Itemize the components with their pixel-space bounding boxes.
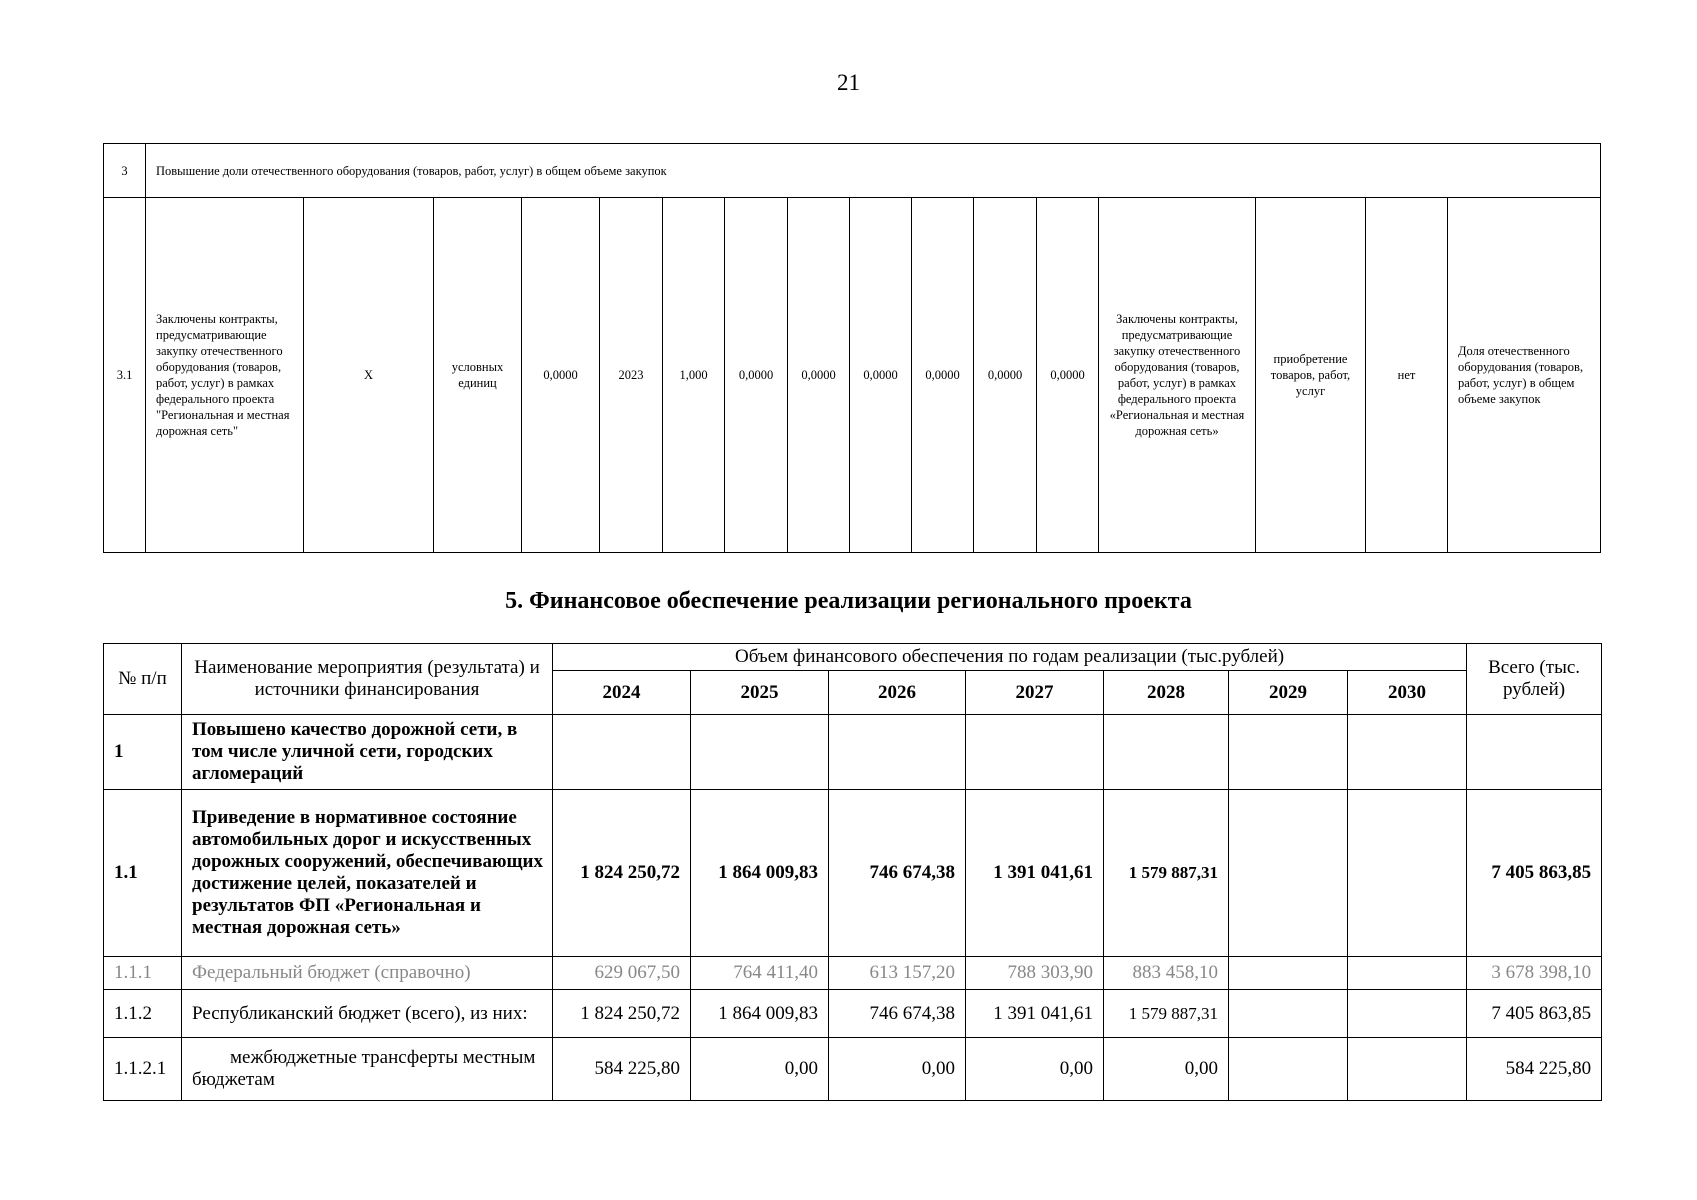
value-cell: 1 864 009,83 — [691, 990, 829, 1038]
row-number: 1 — [104, 715, 182, 790]
value-cell — [1104, 715, 1229, 790]
value-2024-cell: 1,000 — [663, 198, 725, 553]
indicator-cell: Доля отечественного оборудования (товаров, работ, услуг) в общем объеме закупок — [1448, 198, 1601, 553]
header-year: 2029 — [1229, 671, 1348, 715]
value-cell — [1348, 715, 1467, 790]
value-cell: 0,00 — [829, 1038, 966, 1101]
table-row — [104, 144, 1601, 198]
value-2025-cell: 0,0000 — [725, 198, 788, 553]
header-name: Наименование мероприятия (результата) и источники финансирования — [182, 644, 553, 715]
header-year: 2030 — [1348, 671, 1467, 715]
total-cell: 584 225,80 — [1467, 1038, 1602, 1101]
total-cell: 3 678 398,10 — [1467, 957, 1602, 990]
row-number: 1.1.2 — [104, 990, 182, 1038]
value-cell: 746 674,38 — [829, 790, 966, 957]
total-cell: 7 405 863,85 — [1467, 790, 1602, 957]
value-cell: 1 579 887,31 — [1104, 990, 1229, 1038]
value-cell: 613 157,20 — [829, 957, 966, 990]
header-year: 2028 — [1104, 671, 1229, 715]
header-year: 2024 — [553, 671, 691, 715]
value-cell — [966, 715, 1104, 790]
row-name: Приведение в нормативное состояние автомобильных дорог и искусственных дорожных сооружений, обеспечивающих достижение целей, показателей и результатов ФП «Региональная и местная дорожная сеть» — [182, 790, 553, 957]
header-total: Всего (тыс. рублей) — [1467, 644, 1602, 715]
value-2028-cell: 0,0000 — [912, 198, 974, 553]
base-value-cell: 0,0000 — [522, 198, 600, 553]
group-number: 3 — [104, 144, 146, 198]
type-cell: приобретение товаров, работ, услуг — [1256, 198, 1366, 553]
row-number: 3.1 — [104, 198, 146, 553]
group-title: Повышение доли отечественного оборудования (товаров, работ, услуг) в общем объеме закупок — [146, 144, 1601, 198]
total-cell: 7 405 863,85 — [1467, 990, 1602, 1038]
value-cell — [1229, 790, 1348, 957]
value-cell — [1348, 990, 1467, 1038]
header-volume: Объем финансового обеспечения по годам реализации (тыс.рублей) — [553, 644, 1467, 671]
value-cell: 1 864 009,83 — [691, 790, 829, 957]
base-year-cell: 2023 — [600, 198, 663, 553]
value-cell — [1229, 957, 1348, 990]
result-name: Заключены контракты, предусматривающие закупку отечественного оборудования (товаров, работ, услуг) в рамках федерального проекта "Региональная и местная дорожная сеть" — [146, 198, 304, 553]
table-row — [104, 715, 1602, 790]
mark-cell: X — [304, 198, 434, 553]
value-cell — [1229, 1038, 1348, 1101]
value-cell — [1348, 1038, 1467, 1101]
value-cell — [829, 715, 966, 790]
row-name: Повышено качество дорожной сети, в том числе уличной сети, городских агломераций — [182, 715, 553, 790]
value-cell: 629 067,50 — [553, 957, 691, 990]
row-number: 1.1.1 — [104, 957, 182, 990]
value-cell: 788 303,90 — [966, 957, 1104, 990]
value-cell: 1 391 041,61 — [966, 790, 1104, 957]
value-cell: 1 824 250,72 — [553, 790, 691, 957]
value-cell: 0,00 — [966, 1038, 1104, 1101]
page-number: 21 — [837, 70, 860, 95]
header-year: 2027 — [966, 671, 1104, 715]
characteristic-cell: Заключены контракты, предусматривающие закупку отечественного оборудования (товаров, работ, услуг) в рамках федерального проекта «Региональная и местная дорожная сеть» — [1099, 198, 1256, 553]
header-year: 2025 — [691, 671, 829, 715]
financing-table — [103, 643, 1602, 1101]
value-cell: 1 391 041,61 — [966, 990, 1104, 1038]
section-title: 5. Финансовое обеспечение реализации регионального проекта — [505, 588, 1192, 614]
value-cell: 883 458,10 — [1104, 957, 1229, 990]
row-name: Федеральный бюджет (справочно) — [182, 957, 553, 990]
value-2029-cell: 0,0000 — [974, 198, 1037, 553]
value-cell — [691, 715, 829, 790]
table-row — [104, 990, 1602, 1038]
value-cell: 1 579 887,31 — [1104, 790, 1229, 957]
row-name: межбюджетные трансферты местным бюджетам — [182, 1038, 553, 1101]
value-2030-cell: 0,0000 — [1037, 198, 1099, 553]
flag-cell: нет — [1366, 198, 1448, 553]
row-number: 1.1 — [104, 790, 182, 957]
table-row — [104, 198, 1601, 553]
header-year: 2026 — [829, 671, 966, 715]
total-cell — [1467, 715, 1602, 790]
value-cell: 764 411,40 — [691, 957, 829, 990]
value-cell — [1348, 957, 1467, 990]
value-cell: 1 824 250,72 — [553, 990, 691, 1038]
value-cell — [1229, 715, 1348, 790]
value-cell: 746 674,38 — [829, 990, 966, 1038]
value-cell: 0,00 — [691, 1038, 829, 1101]
results-table — [103, 143, 1601, 553]
value-2027-cell: 0,0000 — [850, 198, 912, 553]
row-number: 1.1.2.1 — [104, 1038, 182, 1101]
value-2026-cell: 0,0000 — [788, 198, 850, 553]
value-cell — [1229, 990, 1348, 1038]
value-cell — [1348, 790, 1467, 957]
value-cell — [553, 715, 691, 790]
header-row — [104, 644, 1602, 671]
header-number: № п/п — [104, 644, 182, 715]
table-row — [104, 790, 1602, 957]
value-cell: 0,00 — [1104, 1038, 1229, 1101]
table-row — [104, 1038, 1602, 1101]
value-cell: 584 225,80 — [553, 1038, 691, 1101]
unit-cell: условных единиц — [434, 198, 522, 553]
row-name: Республиканский бюджет (всего), из них: — [182, 990, 553, 1038]
table-row — [104, 957, 1602, 990]
